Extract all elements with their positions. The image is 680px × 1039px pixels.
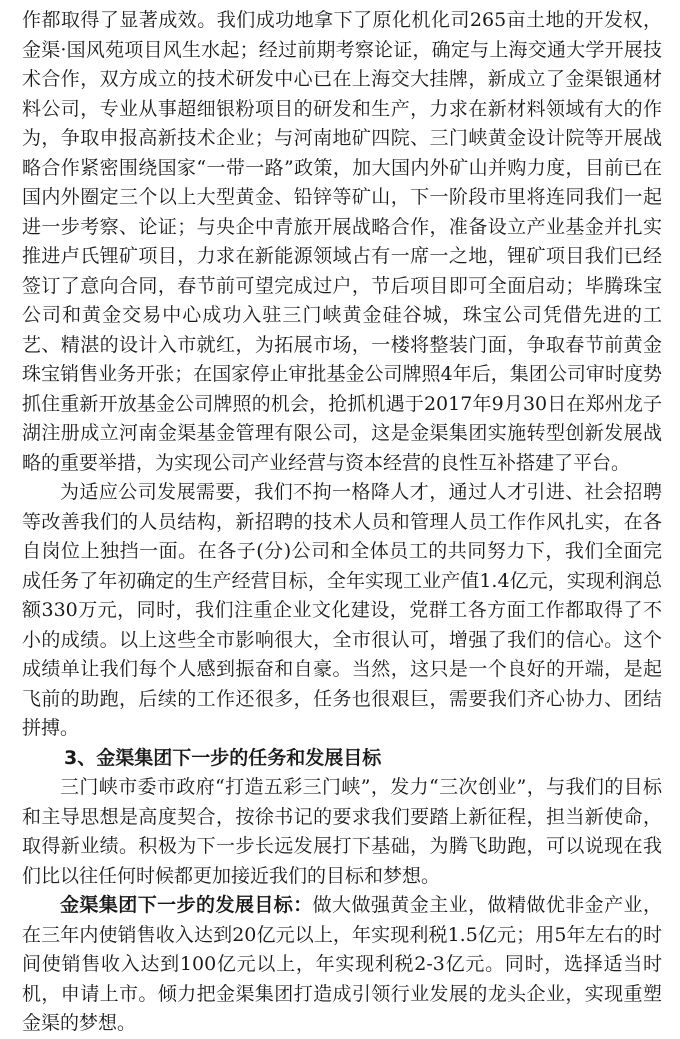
paragraph-city-strategy: 三门峡市委市政府“打造五彩三门峡”，发力“三次创业”，与我们的目标和主导思想是高度契合，按徐书记的要求我们要踏上新征程，担当新使命，取得新业绩。积极为下一步长远发展打下基础，为腾飞助跑，可以说现在我们比以往任何时候都更加接近我们的目标和梦想。 bbox=[22, 776, 662, 887]
section-heading-3: 3、金渠集团下一步的任务和发展目标 bbox=[64, 746, 382, 769]
paragraph-development-goals bbox=[22, 891, 662, 1039]
development-goals-body: 做大做强黄金主业，做精做优非金产业，在三年内使销售收入达到20亿元以上，年实现利税1.5亿元；用5年左右的时间使销售收入达到100亿元以上，年实现利税2-3亿元。同时，选择适当时机，申请上市。倾力把金渠集团打造成引领行业发展的龙头企业，实现重塑金渠的梦想。 bbox=[22, 894, 662, 1034]
paragraph-achievements: 作都取得了显著成效。我们成功地拿下了原化机化司265亩土地的开发权，金渠·国风苑项目风生水起；经过前期考察论证，确定与上海交通大学开展技术合作，双方成立的技术研发中心已在上海交大挂牌，新成立了金渠银通材料公司，专业从事超细银粉项目的研发和生产，力求在新材料领域有大的作为，争取申报高新技术企业；与河南地矿四院、三门峡黄金设计院等开展战略合作紧密围绕国家“一带一路”政策，加大国内外矿山并购力度，目前已在国内外圈定三个以上大型黄金、铅锌等矿山，下一阶段市里将连同我们一起进一步考察、论证；与央企中青旅开展战略合作，准备设立产业基金并扎实推进卢氏锂矿项目，力求在新能源领域占有一席一之地，锂矿项目我们已经签订了意向合同，春节前可望完成过户，节后项目即可全面启动；毕腾珠宝公司和黄金交易中心成功入驻三门峡黄金硅谷城，珠宝公司凭借先进的工艺、精湛的设计入市就红，为拓展市场，一楼将整装门面，争取春节前黄金珠宝销售业务开张；在国家停止审批基金公司牌照4年后，集团公司审时度势抓住重新开放基金公司牌照的机会，抢抓机遇于2017年9月30日在郑州龙子湖注册成立河南金渠基金管理有限公司，这是金渠集团实施转型创新发展战略的重要举措，为实现公司产业经营与资本经营的良性互补搭建了平台。 bbox=[22, 9, 662, 474]
development-goals-lead: 金渠集团下一步的发展目标： bbox=[60, 894, 313, 916]
paragraph-talent-and-results: 为适应公司发展需要，我们不拘一格降人才，通过人才引进、社会招聘等改善我们的人员结构，新招聘的技术人员和管理人员工作作风扎实，在各自岗位上独挡一面。在各子(分)公司和全体员工的共同努力下，我们全面完成任务了年初确定的生产经营目标，全年实现工业产值1.4亿元，实现利润总额330万元，同时，我们注重企业文化建设，党群工各方面工作都取得了不小的成绩。以上这些全市影响很大，全市很认可，增强了我们的信心。这个成绩单让我们每个人感到振奋和自豪。当然，这只是一个良好的开端，是起飞前的助跑，后续的工作还很多，任务也很艰巨，需要我们齐心协力、团结拼搏。 bbox=[22, 481, 662, 739]
